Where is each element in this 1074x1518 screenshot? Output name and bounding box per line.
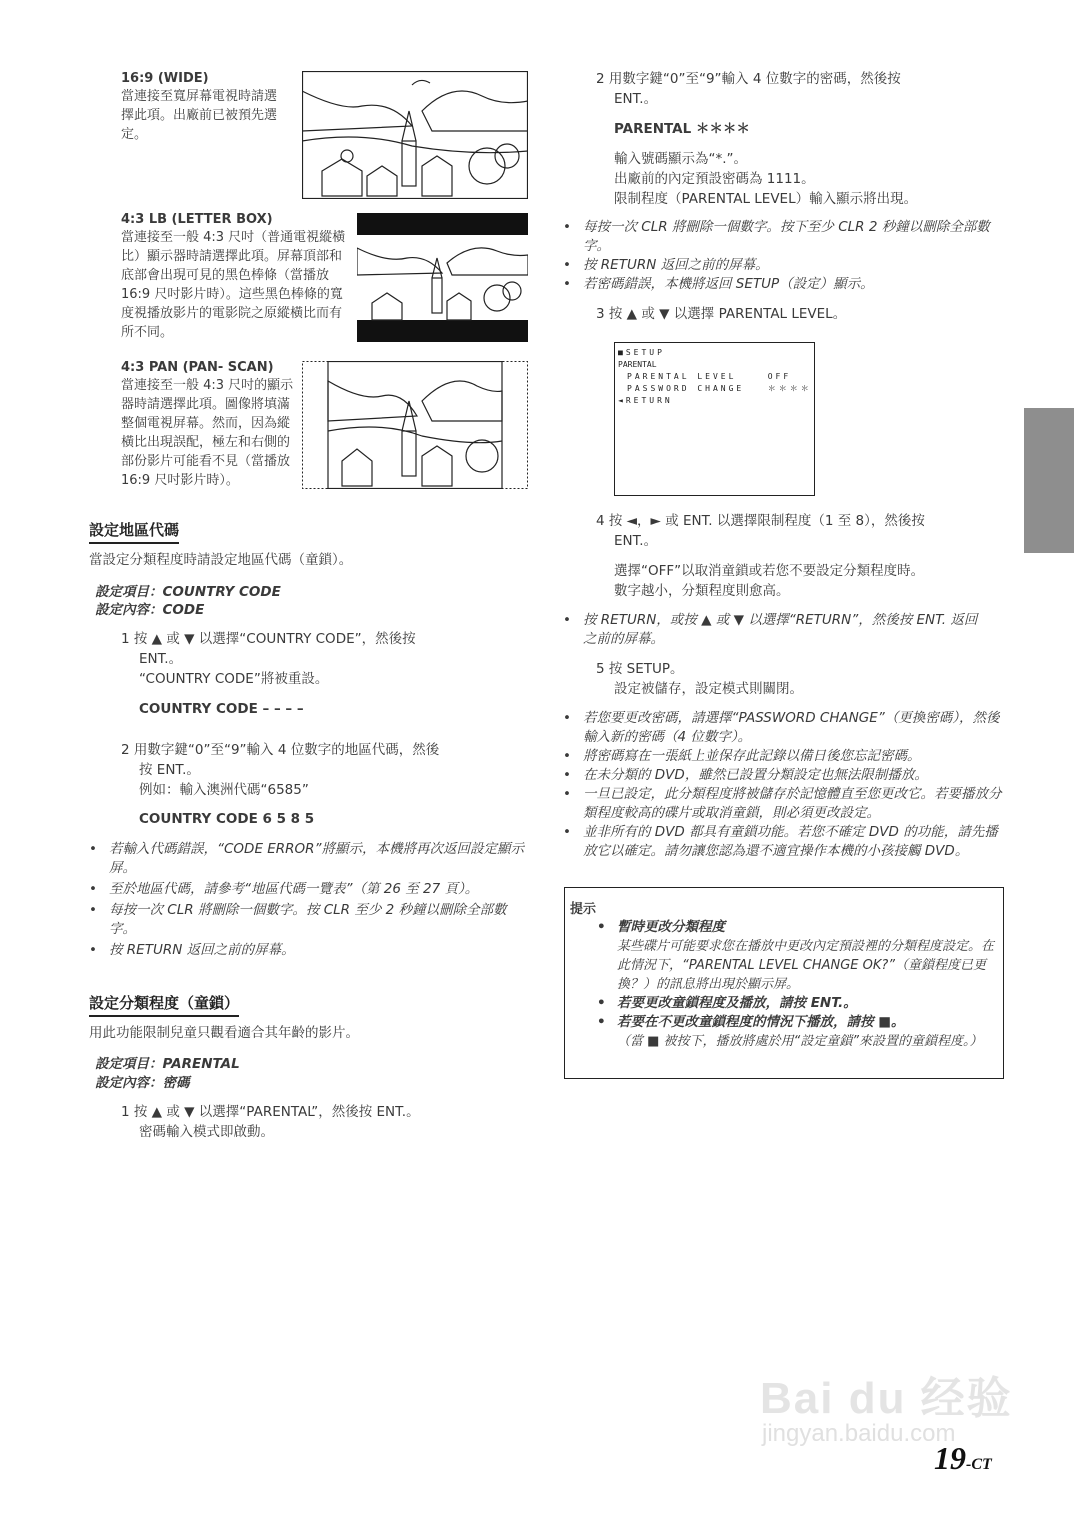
parental-step4-line2: ENT.。 xyxy=(614,533,658,549)
list-item: • 並非所有的 DVD 都具有童鎖功能。若您不確定 DVD 的功能，請先播放它以確定。請勿讓您認為還不適宜操作本機的小孩接觸 DVD。 xyxy=(563,823,1005,861)
list-item: • 一旦已設定，此分類程度將被儲存於記憶體直至您更改它。若要播放分類程度較高的碟片或取消童鎖，則必須更改設定。 xyxy=(563,785,1005,823)
parental-step5-line1: 5 按 SETUP。 xyxy=(596,661,684,677)
country-step1-line3: “COUNTRY CODE”將被重設。 xyxy=(139,671,329,687)
page-number-value: 19 xyxy=(934,1440,966,1476)
screen-password-change: PASSWORD CHANGE ＊＊＊＊ xyxy=(627,384,812,393)
list-item: • 在未分類的 DVD，雖然已設置分類設定也無法限制播放。 xyxy=(563,766,1005,785)
tip-list xyxy=(597,918,997,1051)
parental-step3: 3 按 ▲ 或 ▼ 以選擇 PARENTAL LEVEL。 xyxy=(596,306,847,322)
country-code-intro: 當設定分類程度時請設定地區代碼（童鎖）。 xyxy=(89,552,353,568)
list-item: • 按 RETURN 返回之前的屏幕。 xyxy=(89,941,529,960)
letterbox-title: 4:3 LB (LETTER BOX) xyxy=(121,212,273,227)
parental-step4-line4: 數字越小，分類程度則愈高。 xyxy=(614,583,790,599)
panscan-illustration xyxy=(302,361,528,489)
letterbox-illustration xyxy=(357,213,528,342)
country-code-item: 設定項目：COUNTRY CODE xyxy=(95,584,281,600)
tip-heading-2: • 若要更改童鎖程度及播放，請按 ENT.。 xyxy=(597,994,997,1013)
country-step2-line2: 按 ENT.。 xyxy=(139,762,200,778)
country-display-code: COUNTRY CODE 6 5 8 5 xyxy=(139,811,315,827)
country-step2-line1: 2 用數字鍵“0”至“9”輸入 4 位數字的地區代碼，然後 xyxy=(121,742,440,758)
password-note1: 輸入號碼顯示為“*.”。 xyxy=(614,151,748,167)
list-item: • 每按一次 CLR 將刪除一個數字。按 CLR 至少 2 秒鐘以刪除全部數字。 xyxy=(89,901,529,939)
country-step1-line2: ENT.。 xyxy=(139,651,183,667)
country-step1-line1: 1 按 ▲ 或 ▼ 以選擇“COUNTRY CODE”，然後按 xyxy=(121,631,416,647)
list-item: • 每按一次 CLR 將刪除一個數字。按下至少 CLR 2 秒鐘以刪除全部數字。 xyxy=(563,218,1005,256)
screen-subtitle: PARENTAL xyxy=(618,360,657,369)
password-step2-line2: ENT.。 xyxy=(614,91,658,107)
list-item: • 按 RETURN 返回之前的屏幕。 xyxy=(563,256,1005,275)
letterbox-text: 當連接至一般 4:3 尺吋（普通電視縱橫比）顯示器時請選擇此項。屏幕頂部和底部會出現可見的黑色棒條（當播放 16:9 尺吋影片時）。這些黑色棒條的寬度視播放影片的電影院之原縱橫比而有所不同。 xyxy=(121,230,346,340)
tip-label: 提示 xyxy=(570,902,597,917)
parental-step1-line1: 1 按 ▲ 或 ▼ 以選擇“PARENTAL”，然後按 ENT.。 xyxy=(121,1104,420,1120)
wide-title: 16:9 (WIDE) xyxy=(121,71,209,86)
tip-box xyxy=(564,887,1004,1079)
parental-intro: 用此功能限制兒童只觀看適合其年齡的影片。 xyxy=(89,1025,359,1041)
page-number xyxy=(934,1440,992,1477)
country-code-heading: 設定地區代碼 xyxy=(89,519,179,544)
screen-title: ■SETUP xyxy=(618,348,665,357)
section-side-tab xyxy=(1024,408,1074,553)
parental-step4-line3: 選擇“OFF”以取消童鎖或若您不要設定分類程度時。 xyxy=(614,563,925,579)
tip-heading-3: • 若要在不更改童鎖程度的情況下播放，請按 ■。 xyxy=(597,1013,997,1032)
wide-illustration xyxy=(302,71,528,199)
country-step2-line3: 例如：輸入澳洲代碼“6585” xyxy=(139,782,309,798)
wide-text: 當連接至寬屏幕電視時請選擇此項。出廠前已被預先選定。 xyxy=(121,89,278,142)
panscan-text: 當連接至一般 4:3 尺吋的顯示器時請選擇此項。圖像將填滿整個電視屏幕。然而，因為縱橫比出現誤配，極左和右側的部份影片可能看不見（當播放 16:9 尺吋影片時）。 xyxy=(121,378,294,488)
return-note xyxy=(563,611,983,649)
screen-return: ◄RETURN xyxy=(618,396,673,405)
page-number-suffix: -CT xyxy=(966,1456,992,1473)
tip-heading-1: • 暫時更改分類程度 xyxy=(597,918,997,937)
tip-paragraph-3: （當 ■ 被按下，播放將處於用“設定童鎖”來設置的童鎖程度。） xyxy=(617,1034,983,1049)
password-notes xyxy=(563,218,1005,294)
parental-step1-line2: 密碼輸入模式即啟動。 xyxy=(139,1124,274,1140)
country-display-blank: COUNTRY CODE – – – – xyxy=(139,701,304,717)
parental-heading: 設定分類程度（童鎖） xyxy=(89,992,239,1017)
watermark-logo: Bai du 经验 xyxy=(760,1374,1013,1423)
password-change-notes xyxy=(563,709,1005,861)
list-item: • 將密碼寫在一張紙上並保存此記錄以備日後您忘記密碼。 xyxy=(563,747,1005,766)
password-note3: 限制程度（PARENTAL LEVEL）輸入顯示將出現。 xyxy=(614,191,918,207)
parental-display: PARENTAL ＊＊＊＊ xyxy=(614,121,750,137)
country-code-content: 設定內容：CODE xyxy=(95,602,205,618)
tip-paragraph-1: 某些碟片可能要求您在播放中更改內定預設裡的分類程度設定。在此情況下，“PARENTAL LEVEL CHANGE OK?”（童鎖程度已更換？）的訊息將出現於顯示屏。 xyxy=(617,939,995,992)
list-item: • 若您要更改密碼，請選擇“PASSWORD CHANGE”（更換密碼），然後輸入新的密碼（4 位數字）。 xyxy=(563,709,1005,747)
parental-step5-line2: 設定被儲存，設定模式則關閉。 xyxy=(614,681,803,697)
screen-parental-level: PARENTAL LEVEL OFF xyxy=(627,372,792,381)
parental-item: 設定項目：PARENTAL xyxy=(95,1056,240,1072)
parental-content: 設定內容：密碼 xyxy=(95,1075,190,1091)
password-note2: 出廠前的內定預設密碼為 1111。 xyxy=(614,171,815,187)
parental-step4-line1: 4 按 ◄，► 或 ENT. 以選擇限制程度（1 至 8），然後按 xyxy=(596,513,925,529)
list-item: • 若密碼錯誤，本機將返回 SETUP（設定）顯示。 xyxy=(563,275,1005,294)
list-item: • 按 RETURN，或按 ▲ 或 ▼ 以選擇“RETURN”，然後按 ENT. 返回之前的屏幕。 xyxy=(563,611,983,649)
watermark-url: jingyan.baidu.com xyxy=(762,1420,956,1447)
password-step2-line1: 2 用數字鍵“0”至“9”輸入 4 位數字的密碼，然後按 xyxy=(596,71,901,87)
setup-screen xyxy=(614,342,815,496)
list-item: • 若輸入代碼錯誤，“CODE ERROR”將顯示，本機將再次返回設定顯示屏。 xyxy=(89,840,529,878)
country-notes xyxy=(89,840,529,960)
list-item: • 至於地區代碼，請參考“地區代碼一覽表”（第 26 至 27 頁）。 xyxy=(89,880,529,899)
panscan-title: 4:3 PAN (PAN- SCAN) xyxy=(121,360,274,375)
